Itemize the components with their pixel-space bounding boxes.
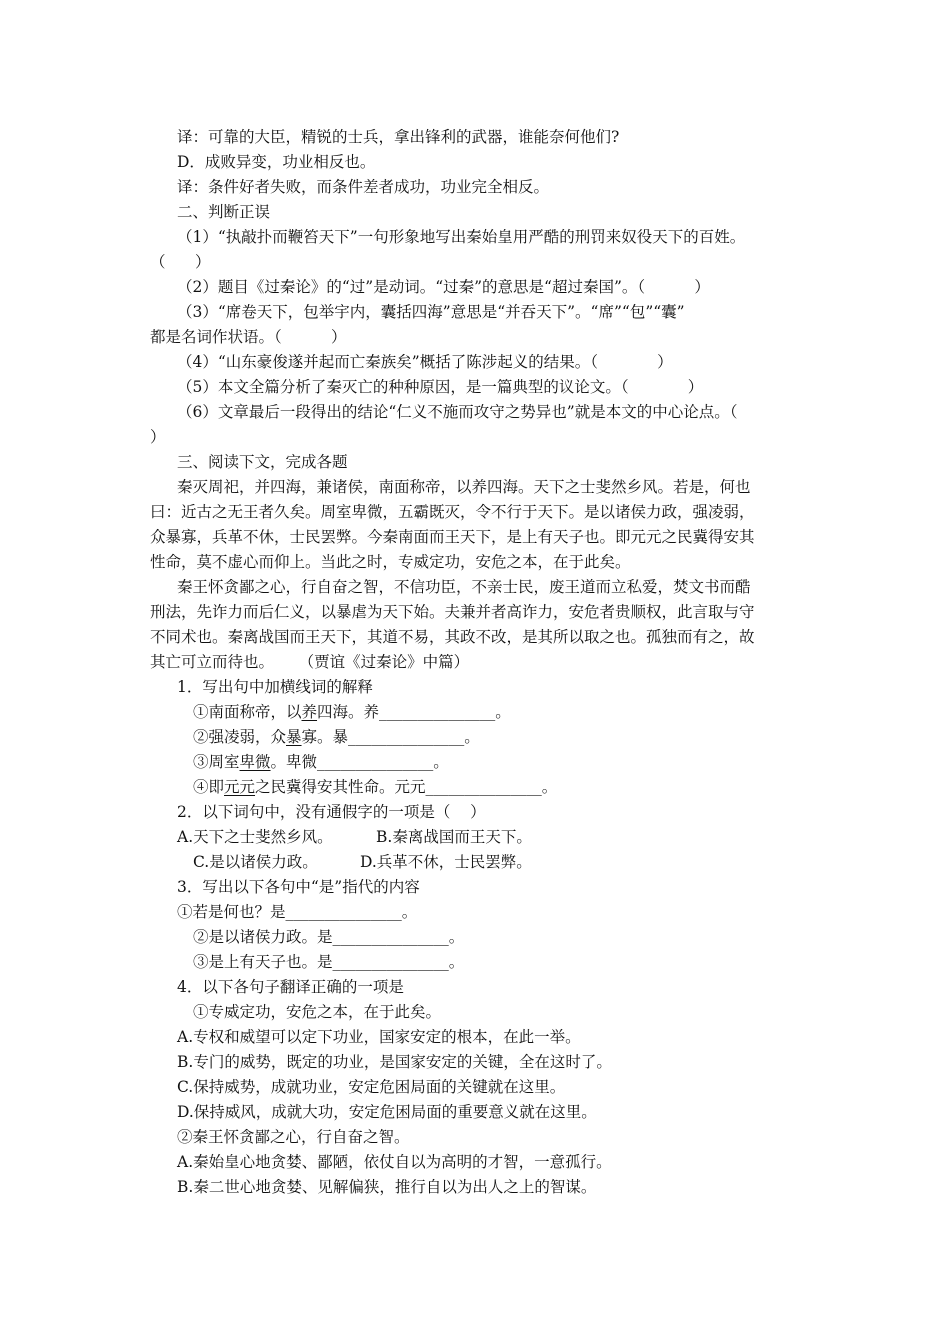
question-stem: 4．以下各句子翻译正确的一项是	[177, 978, 404, 996]
option-d: D.保持威风，成就大功，安定危困局面的重要意义就在这里。	[177, 1103, 597, 1121]
passage-line: 秦王怀贪鄙之心，行自奋之智，不信功臣，不亲士民，废王道而立私爱，焚文书而酷	[177, 578, 751, 596]
option-a: A.专权和威望可以定下功业，国家安定的根本，在此一举。	[177, 1028, 581, 1046]
question-item: ③是上有天子也。是_______________。	[193, 953, 465, 971]
question-item: ②秦王怀贪鄙之心，行自奋之智。	[177, 1128, 410, 1146]
text-line: （ ）	[150, 253, 211, 271]
option-b: B.秦离战国而王天下。	[376, 828, 532, 846]
question-item: ①若是何也？是_______________。	[177, 903, 418, 921]
question-stem: 3．写出以下各句中“是”指代的内容	[177, 878, 420, 896]
text-line: （6）文章最后一段得出的结论“仁义不施而攻守之势异也”就是本文的中心论点。（	[177, 403, 738, 421]
answer-blank: _______________	[317, 753, 434, 771]
answer-blank: _______________	[425, 778, 542, 796]
section-heading: 三、阅读下文，完成各题	[177, 453, 348, 471]
option-b: B.秦二世心地贪婪、见解偏狭，推行自以为出人之上的智谋。	[177, 1178, 597, 1196]
option-a: A.天下之士斐然乡风。	[177, 828, 333, 846]
underlined-word: 元元	[224, 778, 256, 796]
question-stem: 2．以下词句中，没有通假字的一项是（ ）	[177, 803, 486, 821]
option-d: D.兵革不休，士民罢弊。	[360, 853, 532, 871]
text-line: （5）本文全篇分析了秦灭亡的种种原因，是一篇典型的议论文。（ ）	[177, 378, 704, 396]
text-line: ）	[150, 428, 166, 446]
option-b: B.专门的威势，既定的功业，是国家安定的关键，全在这时了。	[177, 1053, 612, 1071]
option-a: A.秦始皇心地贪婪、鄙陋，依仗自以为高明的才智，一意孤行。	[177, 1153, 612, 1171]
answer-blank: _______________	[285, 903, 402, 921]
underlined-word: 养	[301, 703, 318, 721]
answer-blank: _______________	[332, 928, 449, 946]
text-line: 译：可靠的大臣，精锐的士兵，拿出锋利的武器，谁能奈何他们?	[177, 128, 620, 146]
question-item: ②强凌弱，众暴寡。暴_______________。	[193, 728, 480, 746]
question-stem: 1．写出句中加横线词的解释	[177, 678, 373, 696]
text-line: （2）题目《过秦论》的“过”是动词。“过秦”的意思是“超过秦国”。（ ）	[177, 278, 710, 296]
text-line: （1）“执敲扑而鞭笞天下”一句形象地写出秦始皇用严酷的刑罚来奴役天下的百姓。	[177, 228, 746, 246]
question-item: ①专威定功，安危之本，在于此矣。	[193, 1003, 442, 1021]
text-line: 都是名词作状语。（ ）	[150, 328, 347, 346]
text-line: （3）“席卷天下，包举宇内，囊括四海”意思是“并吞天下”。“席”“包”“囊”	[177, 303, 685, 321]
passage-line: 众暴寡，兵革不休，士民罢弊。今秦南面而王天下，是上有天子也。即元元之民冀得安其	[150, 528, 755, 546]
text-line: D．成败异变，功业相反也。	[177, 153, 376, 171]
question-item: ①南面称帝，以养四海。养_______________。	[193, 703, 511, 721]
passage-line: 曰：近古之无王者久矣。周室卑微，五霸既灭，令不行于天下。是以诸侯力政，强凌弱，	[150, 503, 755, 521]
section-heading: 二、判断正误	[177, 203, 271, 221]
option-c: C.保持威势，成就功业，安定危困局面的关键就在这里。	[177, 1078, 566, 1096]
question-item: ③周室卑微。卑微_______________。	[193, 753, 449, 771]
passage-line: 秦灭周祀，并四海，兼诸侯，南面称帝，以养四海。天下之士斐然乡风。若是，何也	[177, 478, 751, 496]
underlined-word: 暴	[286, 728, 302, 746]
underlined-word: 卑微	[239, 753, 271, 771]
text-line: （4）“山东豪俊遂并起而亡秦族矣”概括了陈涉起义的结果。（ ）	[177, 353, 673, 371]
text-line: 译：条件好者失败，而条件差者成功，功业完全相反。	[177, 178, 550, 196]
question-item: ④即元元之民冀得安其性命。元元_______________。	[193, 778, 558, 796]
question-item: ②是以诸侯力政。是_______________。	[193, 928, 465, 946]
answer-blank: _______________	[348, 728, 465, 746]
passage-line: 不同术也。秦离战国而王天下，其道不易，其政不改，是其所以取之也。孤独而有之，故	[150, 628, 755, 646]
option-c: C.是以诸侯力政。	[193, 853, 318, 871]
passage-line: 其亡可立而待也。 （贾谊《过秦论》中篇）	[150, 653, 470, 671]
answer-blank: _______________	[332, 953, 449, 971]
passage-line: 刑法，先诈力而后仁义，以暴虐为天下始。夫兼并者高诈力，安危者贵顺权，此言取与守	[150, 603, 755, 621]
passage-line: 性命，莫不虚心而仰上。当此之时，专威定功，安危之本，在于此矣。	[150, 553, 631, 571]
answer-blank: _______________	[379, 703, 496, 721]
